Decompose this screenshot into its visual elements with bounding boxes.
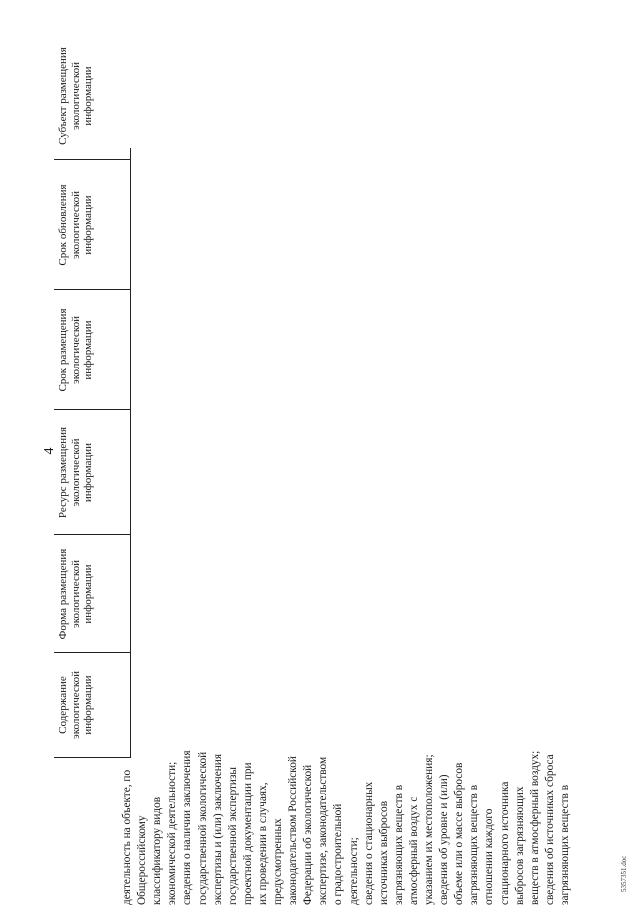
content-line: государственной экспертизы	[226, 766, 239, 905]
content-line: выбросов загрязняющих	[513, 786, 526, 905]
content-line: стационарного источника	[498, 781, 511, 905]
content-line: экспертизе, законодательством	[317, 756, 330, 905]
content-line: загрязняющих веществ в	[468, 784, 481, 905]
header-update-term: Срок обновления экологической информации	[57, 184, 94, 266]
table-header-bottom-border	[130, 148, 131, 758]
content-line: загрязняющих веществ в	[558, 784, 571, 905]
content-line: веществ в атмосферный воздух;	[528, 750, 541, 905]
table-border-left	[54, 757, 131, 758]
content-line: загрязняющих веществ в	[392, 784, 405, 905]
content-line: предусмотренных	[272, 818, 284, 905]
table-border-col3	[54, 409, 131, 410]
content-line: деятельность на объекте, по	[121, 769, 133, 905]
content-line: сведения об источниках сброса	[543, 754, 556, 905]
table-border-col5	[54, 159, 131, 160]
content-line: экспертизы и (или) заключения	[211, 753, 224, 905]
content-line: Федерации об экологической	[302, 764, 315, 905]
content-line: сведения о стационарных	[362, 781, 375, 905]
content-line: Общероссийскому	[136, 815, 149, 905]
table-border-col4	[54, 289, 131, 290]
page-number: 4	[42, 447, 57, 455]
content-line: источниках выбросов	[377, 800, 390, 905]
content-line: проектной документации при	[241, 762, 254, 905]
content-line: отношении каждого	[483, 808, 496, 905]
content-line: классификатору видов	[151, 796, 164, 905]
content-line: законодательством Российской	[287, 756, 300, 905]
header-subject: Субъект размещения экологической информации	[57, 47, 94, 145]
content-line: их проведении в случаях,	[256, 782, 269, 905]
content-line: экономической деятельности;	[166, 761, 179, 905]
header-form: Форма размещения экологической информации	[57, 548, 94, 640]
content-line: указанием их местоположения;	[423, 754, 435, 905]
header-placement-term: Срок размещения экологической информации	[57, 308, 94, 392]
content-line: государственной экологической	[196, 751, 209, 905]
content-line: объеме или о массе выбросов	[453, 762, 466, 905]
content-line: деятельности;	[347, 837, 360, 905]
footer-file-code: 5357351.doc	[620, 855, 628, 892]
content-line: о градостроительной	[332, 803, 345, 905]
header-content: Содержание экологической информации	[57, 671, 94, 739]
table-border-col1	[54, 652, 131, 653]
header-resource: Ресурс размещения экологической информации	[57, 426, 94, 519]
content-line: сведения об уровне и (или)	[438, 774, 451, 905]
table-border-col2	[54, 534, 131, 535]
content-line: сведения о наличии заключения	[181, 750, 194, 905]
content-line: атмосферный воздух с	[407, 796, 420, 905]
